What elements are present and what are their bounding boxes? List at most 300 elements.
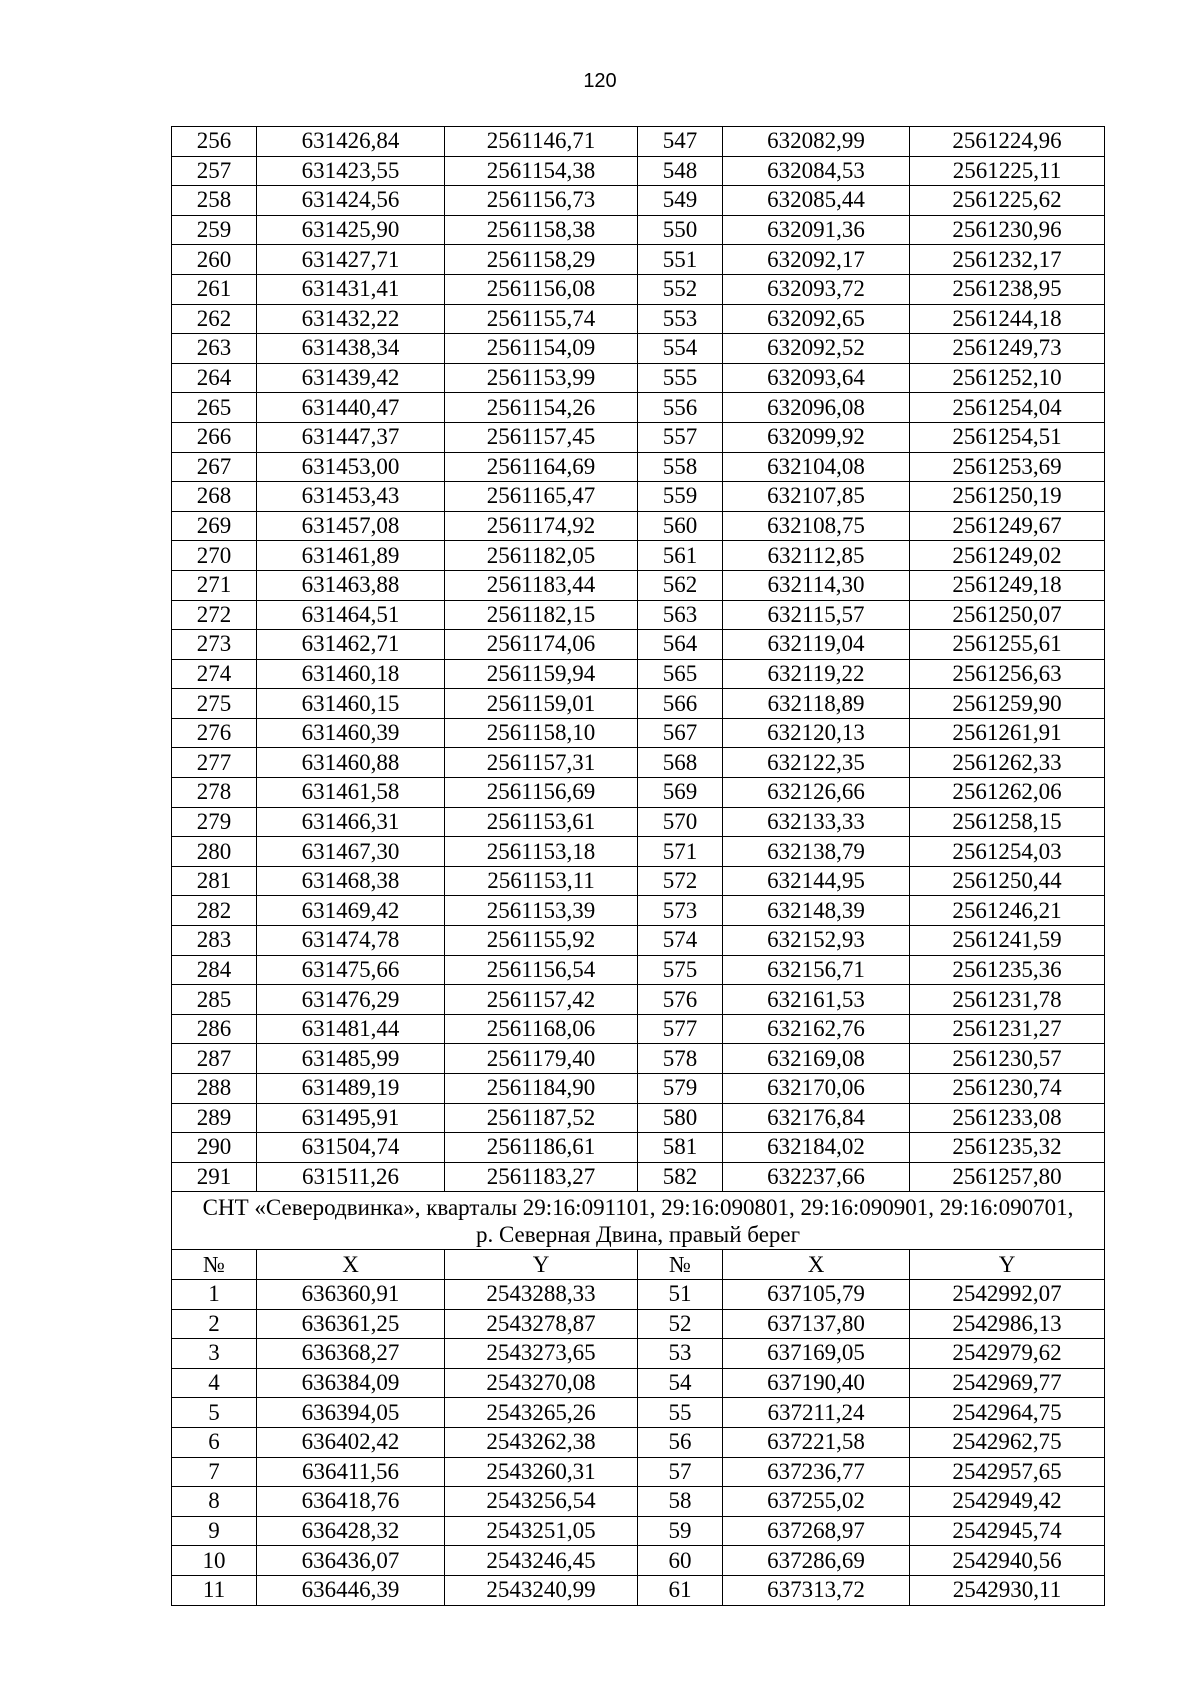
cell-number: 552 [638,274,723,304]
cell-x: 631440,47 [257,393,445,423]
cell-x: 631453,43 [257,482,445,512]
cell-x: 632085,44 [723,186,910,216]
table-row [172,1162,1105,1192]
cell-number: 553 [638,304,723,334]
table-row [172,1546,1105,1576]
table-row [172,600,1105,630]
cell-number: 566 [638,689,723,719]
cell-y: 2542957,65 [910,1457,1105,1487]
cell-x: 632084,53 [723,156,910,186]
cell-y: 2561156,69 [445,778,638,808]
table-row [172,570,1105,600]
table-row [172,1103,1105,1133]
table-row [172,482,1105,512]
cell-number: 555 [638,363,723,393]
cell-x: 631460,18 [257,659,445,689]
cell-number: 557 [638,422,723,452]
cell-x: 632120,13 [723,718,910,748]
cell-y: 2561244,18 [910,304,1105,334]
cell-x: 637190,40 [723,1368,910,1398]
table-row [172,363,1105,393]
cell-y: 2561261,91 [910,718,1105,748]
cell-x: 632093,64 [723,363,910,393]
cell-x: 636361,25 [257,1309,445,1339]
cell-y: 2561230,74 [910,1074,1105,1104]
cell-number: 285 [172,985,257,1015]
table-row [172,1279,1105,1309]
table-row [172,955,1105,985]
cell-x: 631504,74 [257,1133,445,1163]
cell-x: 631476,29 [257,985,445,1015]
table-body-bottom [172,1279,1105,1605]
table-row [172,304,1105,334]
cell-number: 558 [638,452,723,482]
table-row [172,1014,1105,1044]
cell-number: 577 [638,1014,723,1044]
cell-y: 2561158,29 [445,245,638,275]
cell-y: 2561224,96 [910,127,1105,157]
cell-y: 2561262,06 [910,778,1105,808]
cell-number: 283 [172,926,257,956]
cell-y: 2561158,38 [445,215,638,245]
cell-number: 575 [638,955,723,985]
cell-number: 565 [638,659,723,689]
cell-number: 278 [172,778,257,808]
cell-number: 573 [638,896,723,926]
cell-x: 632176,84 [723,1103,910,1133]
cell-y: 2561233,08 [910,1103,1105,1133]
cell-number: 580 [638,1103,723,1133]
cell-x: 632161,53 [723,985,910,1015]
cell-x: 632133,33 [723,807,910,837]
cell-y: 2561254,51 [910,422,1105,452]
table-row [172,689,1105,719]
cell-x: 637137,80 [723,1309,910,1339]
cell-x: 631425,90 [257,215,445,245]
cell-number: 258 [172,186,257,216]
cell-y: 2543265,26 [445,1398,638,1428]
cell-number: 262 [172,304,257,334]
table-row [172,156,1105,186]
cell-x: 631424,56 [257,186,445,216]
cell-x: 632093,72 [723,274,910,304]
cell-x: 632104,08 [723,452,910,482]
cell-y: 2543278,87 [445,1309,638,1339]
cell-number: 581 [638,1133,723,1163]
cell-x: 632115,57 [723,600,910,630]
cell-y: 2561238,95 [910,274,1105,304]
cell-y: 2542969,77 [910,1368,1105,1398]
cell-number: 271 [172,570,257,600]
table-row [172,659,1105,689]
cell-x: 637236,77 [723,1457,910,1487]
cell-x: 631463,88 [257,570,445,600]
cell-x: 632092,52 [723,334,910,364]
cell-number: 562 [638,570,723,600]
cell-y: 2561153,11 [445,866,638,896]
coordinates-table [171,126,1105,1606]
header-cell-number: № [638,1250,723,1280]
cell-y: 2561257,80 [910,1162,1105,1192]
cell-number: 579 [638,1074,723,1104]
cell-y: 2561250,19 [910,482,1105,512]
cell-y: 2542964,75 [910,1398,1105,1428]
table-row [172,926,1105,956]
cell-number: 280 [172,837,257,867]
table-row [172,186,1105,216]
cell-number: 1 [172,1279,257,1309]
cell-y: 2561183,27 [445,1162,638,1192]
cell-number: 554 [638,334,723,364]
cell-y: 2561249,73 [910,334,1105,364]
cell-x: 632122,35 [723,748,910,778]
cell-x: 636428,32 [257,1516,445,1546]
cell-number: 60 [638,1546,723,1576]
cell-x: 631447,37 [257,422,445,452]
cell-x: 632138,79 [723,837,910,867]
cell-y: 2561153,18 [445,837,638,867]
cell-number: 288 [172,1074,257,1104]
cell-y: 2542992,07 [910,1279,1105,1309]
cell-y: 2561156,73 [445,186,638,216]
cell-y: 2561262,33 [910,748,1105,778]
table-row [172,541,1105,571]
cell-y: 2561182,05 [445,541,638,571]
cell-y: 2561157,42 [445,985,638,1015]
cell-number: 257 [172,156,257,186]
cell-y: 2561155,74 [445,304,638,334]
cell-y: 2561249,18 [910,570,1105,600]
cell-number: 564 [638,630,723,660]
cell-number: 260 [172,245,257,275]
cell-number: 61 [638,1575,723,1605]
cell-number: 270 [172,541,257,571]
table-row [172,1133,1105,1163]
cell-x: 637313,72 [723,1575,910,1605]
cell-y: 2561179,40 [445,1044,638,1074]
cell-number: 550 [638,215,723,245]
cell-number: 287 [172,1044,257,1074]
cell-number: 54 [638,1368,723,1398]
cell-number: 547 [638,127,723,157]
cell-x: 631469,42 [257,896,445,926]
cell-x: 631431,41 [257,274,445,304]
cell-x: 631464,51 [257,600,445,630]
table-row [172,1487,1105,1517]
cell-y: 2543270,08 [445,1368,638,1398]
header-cell-y: Y [445,1250,638,1280]
table-row [172,837,1105,867]
cell-y: 2561253,69 [910,452,1105,482]
cell-x: 632112,85 [723,541,910,571]
cell-y: 2561157,31 [445,748,638,778]
cell-x: 631511,26 [257,1162,445,1192]
cell-y: 2542962,75 [910,1427,1105,1457]
header-row [172,1250,1105,1280]
cell-y: 2561256,63 [910,659,1105,689]
cell-y: 2542979,62 [910,1339,1105,1369]
cell-x: 636436,07 [257,1546,445,1576]
cell-y: 2542986,13 [910,1309,1105,1339]
cell-number: 265 [172,393,257,423]
cell-x: 632107,85 [723,482,910,512]
cell-number: 275 [172,689,257,719]
cell-x: 631461,89 [257,541,445,571]
cell-y: 2561225,11 [910,156,1105,186]
header-cell-x: X [723,1250,910,1280]
cell-x: 631461,58 [257,778,445,808]
cell-x: 631423,55 [257,156,445,186]
cell-x: 632118,89 [723,689,910,719]
cell-y: 2561153,99 [445,363,638,393]
cell-number: 277 [172,748,257,778]
cell-number: 572 [638,866,723,896]
cell-x: 636446,39 [257,1575,445,1605]
cell-number: 264 [172,363,257,393]
cell-x: 632119,04 [723,630,910,660]
cell-x: 636394,05 [257,1398,445,1428]
cell-y: 2543251,05 [445,1516,638,1546]
cell-y: 2561246,21 [910,896,1105,926]
page-number: 120 [583,70,617,92]
cell-y: 2561183,44 [445,570,638,600]
cell-x: 636402,42 [257,1427,445,1457]
cell-x: 632144,95 [723,866,910,896]
cell-x: 631475,66 [257,955,445,985]
section-title: СНТ «Северодвинка», кварталы 29:16:091101, 29:16:090801, 29:16:090901, 29:16:090701, р. Северная Двина, правый берег [172,1192,1105,1250]
table-row [172,127,1105,157]
table-row [172,778,1105,808]
cell-number: 57 [638,1457,723,1487]
table-row [172,1074,1105,1104]
section-block [172,1192,1105,1280]
cell-x: 632126,66 [723,778,910,808]
cell-y: 2561230,96 [910,215,1105,245]
cell-x: 632114,30 [723,570,910,600]
cell-y: 2561156,08 [445,274,638,304]
cell-y: 2561254,03 [910,837,1105,867]
cell-x: 631460,88 [257,748,445,778]
cell-x: 636384,09 [257,1368,445,1398]
cell-y: 2561154,38 [445,156,638,186]
cell-number: 7 [172,1457,257,1487]
cell-number: 4 [172,1368,257,1398]
cell-y: 2561165,47 [445,482,638,512]
cell-x: 636418,76 [257,1487,445,1517]
cell-y: 2561232,17 [910,245,1105,275]
cell-x: 632184,02 [723,1133,910,1163]
cell-number: 574 [638,926,723,956]
table-row [172,748,1105,778]
cell-number: 571 [638,837,723,867]
table-row [172,393,1105,423]
table-row [172,1575,1105,1605]
table-row [172,1309,1105,1339]
cell-x: 636360,91 [257,1279,445,1309]
cell-number: 576 [638,985,723,1015]
cell-number: 266 [172,422,257,452]
cell-y: 2561187,52 [445,1103,638,1133]
cell-x: 632119,22 [723,659,910,689]
cell-number: 289 [172,1103,257,1133]
cell-number: 261 [172,274,257,304]
cell-x: 631453,00 [257,452,445,482]
cell-number: 290 [172,1133,257,1163]
cell-number: 291 [172,1162,257,1192]
cell-y: 2543273,65 [445,1339,638,1369]
cell-number: 563 [638,600,723,630]
cell-x: 631474,78 [257,926,445,956]
cell-x: 632099,92 [723,422,910,452]
cell-number: 9 [172,1516,257,1546]
cell-number: 570 [638,807,723,837]
cell-number: 51 [638,1279,723,1309]
table-row [172,511,1105,541]
cell-y: 2561230,57 [910,1044,1105,1074]
cell-x: 631460,15 [257,689,445,719]
table-row [172,274,1105,304]
cell-number: 560 [638,511,723,541]
table-row [172,1457,1105,1487]
cell-x: 632148,39 [723,896,910,926]
cell-x: 632169,08 [723,1044,910,1074]
cell-x: 637268,97 [723,1516,910,1546]
cell-x: 631481,44 [257,1014,445,1044]
cell-number: 279 [172,807,257,837]
cell-y: 2561155,92 [445,926,638,956]
table-row [172,718,1105,748]
table-row [172,1368,1105,1398]
cell-number: 568 [638,748,723,778]
cell-number: 582 [638,1162,723,1192]
cell-x: 632092,17 [723,245,910,275]
table-row [172,1398,1105,1428]
cell-number: 2 [172,1309,257,1339]
cell-y: 2543246,45 [445,1546,638,1576]
cell-number: 10 [172,1546,257,1576]
cell-y: 2561158,10 [445,718,638,748]
cell-x: 631466,31 [257,807,445,837]
cell-x: 632096,08 [723,393,910,423]
cell-y: 2561231,78 [910,985,1105,1015]
cell-x: 632170,06 [723,1074,910,1104]
cell-number: 56 [638,1427,723,1457]
cell-x: 637211,24 [723,1398,910,1428]
cell-number: 578 [638,1044,723,1074]
table-row [172,452,1105,482]
cell-y: 2542945,74 [910,1516,1105,1546]
cell-y: 2561249,67 [910,511,1105,541]
table-row [172,1044,1105,1074]
table-row [172,985,1105,1015]
table-row [172,630,1105,660]
cell-x: 636411,56 [257,1457,445,1487]
cell-x: 631468,38 [257,866,445,896]
cell-y: 2561164,69 [445,452,638,482]
cell-number: 548 [638,156,723,186]
cell-x: 637286,69 [723,1546,910,1576]
table-row [172,866,1105,896]
cell-number: 559 [638,482,723,512]
cell-x: 631467,30 [257,837,445,867]
cell-y: 2561159,01 [445,689,638,719]
cell-number: 549 [638,186,723,216]
cell-x: 631426,84 [257,127,445,157]
cell-y: 2561250,07 [910,600,1105,630]
header-cell-number: № [172,1250,257,1280]
cell-x: 632108,75 [723,511,910,541]
cell-number: 561 [638,541,723,571]
cell-y: 2542930,11 [910,1575,1105,1605]
cell-x: 632162,76 [723,1014,910,1044]
cell-number: 276 [172,718,257,748]
cell-y: 2561153,61 [445,807,638,837]
table-row [172,245,1105,275]
cell-y: 2543262,38 [445,1427,638,1457]
cell-y: 2561235,36 [910,955,1105,985]
cell-y: 2561154,26 [445,393,638,423]
section-title-row [172,1192,1105,1250]
table-row [172,1339,1105,1369]
cell-number: 259 [172,215,257,245]
cell-y: 2561255,61 [910,630,1105,660]
cell-number: 551 [638,245,723,275]
cell-y: 2561168,06 [445,1014,638,1044]
cell-y: 2543240,99 [445,1575,638,1605]
cell-y: 2561146,71 [445,127,638,157]
cell-number: 284 [172,955,257,985]
table-row [172,422,1105,452]
cell-number: 268 [172,482,257,512]
cell-x: 632156,71 [723,955,910,985]
cell-y: 2542949,42 [910,1487,1105,1517]
cell-y: 2561154,09 [445,334,638,364]
cell-number: 272 [172,600,257,630]
cell-y: 2561157,45 [445,422,638,452]
cell-number: 567 [638,718,723,748]
cell-y: 2561159,94 [445,659,638,689]
cell-x: 637105,79 [723,1279,910,1309]
cell-y: 2543256,54 [445,1487,638,1517]
cell-x: 631457,08 [257,511,445,541]
cell-y: 2561174,06 [445,630,638,660]
cell-x: 637169,05 [723,1339,910,1369]
cell-x: 631438,34 [257,334,445,364]
cell-number: 11 [172,1575,257,1605]
cell-number: 8 [172,1487,257,1517]
cell-y: 2561252,10 [910,363,1105,393]
cell-y: 2561174,92 [445,511,638,541]
cell-x: 631432,22 [257,304,445,334]
cell-x: 632237,66 [723,1162,910,1192]
header-cell-x: X [257,1250,445,1280]
cell-y: 2561184,90 [445,1074,638,1104]
cell-number: 55 [638,1398,723,1428]
table-row [172,215,1105,245]
cell-x: 632092,65 [723,304,910,334]
cell-number: 5 [172,1398,257,1428]
cell-x: 636368,27 [257,1339,445,1369]
cell-number: 3 [172,1339,257,1369]
cell-x: 632082,99 [723,127,910,157]
cell-number: 273 [172,630,257,660]
table-row [172,1427,1105,1457]
cell-number: 286 [172,1014,257,1044]
cell-y: 2561254,04 [910,393,1105,423]
cell-y: 2561153,39 [445,896,638,926]
cell-number: 263 [172,334,257,364]
cell-number: 52 [638,1309,723,1339]
